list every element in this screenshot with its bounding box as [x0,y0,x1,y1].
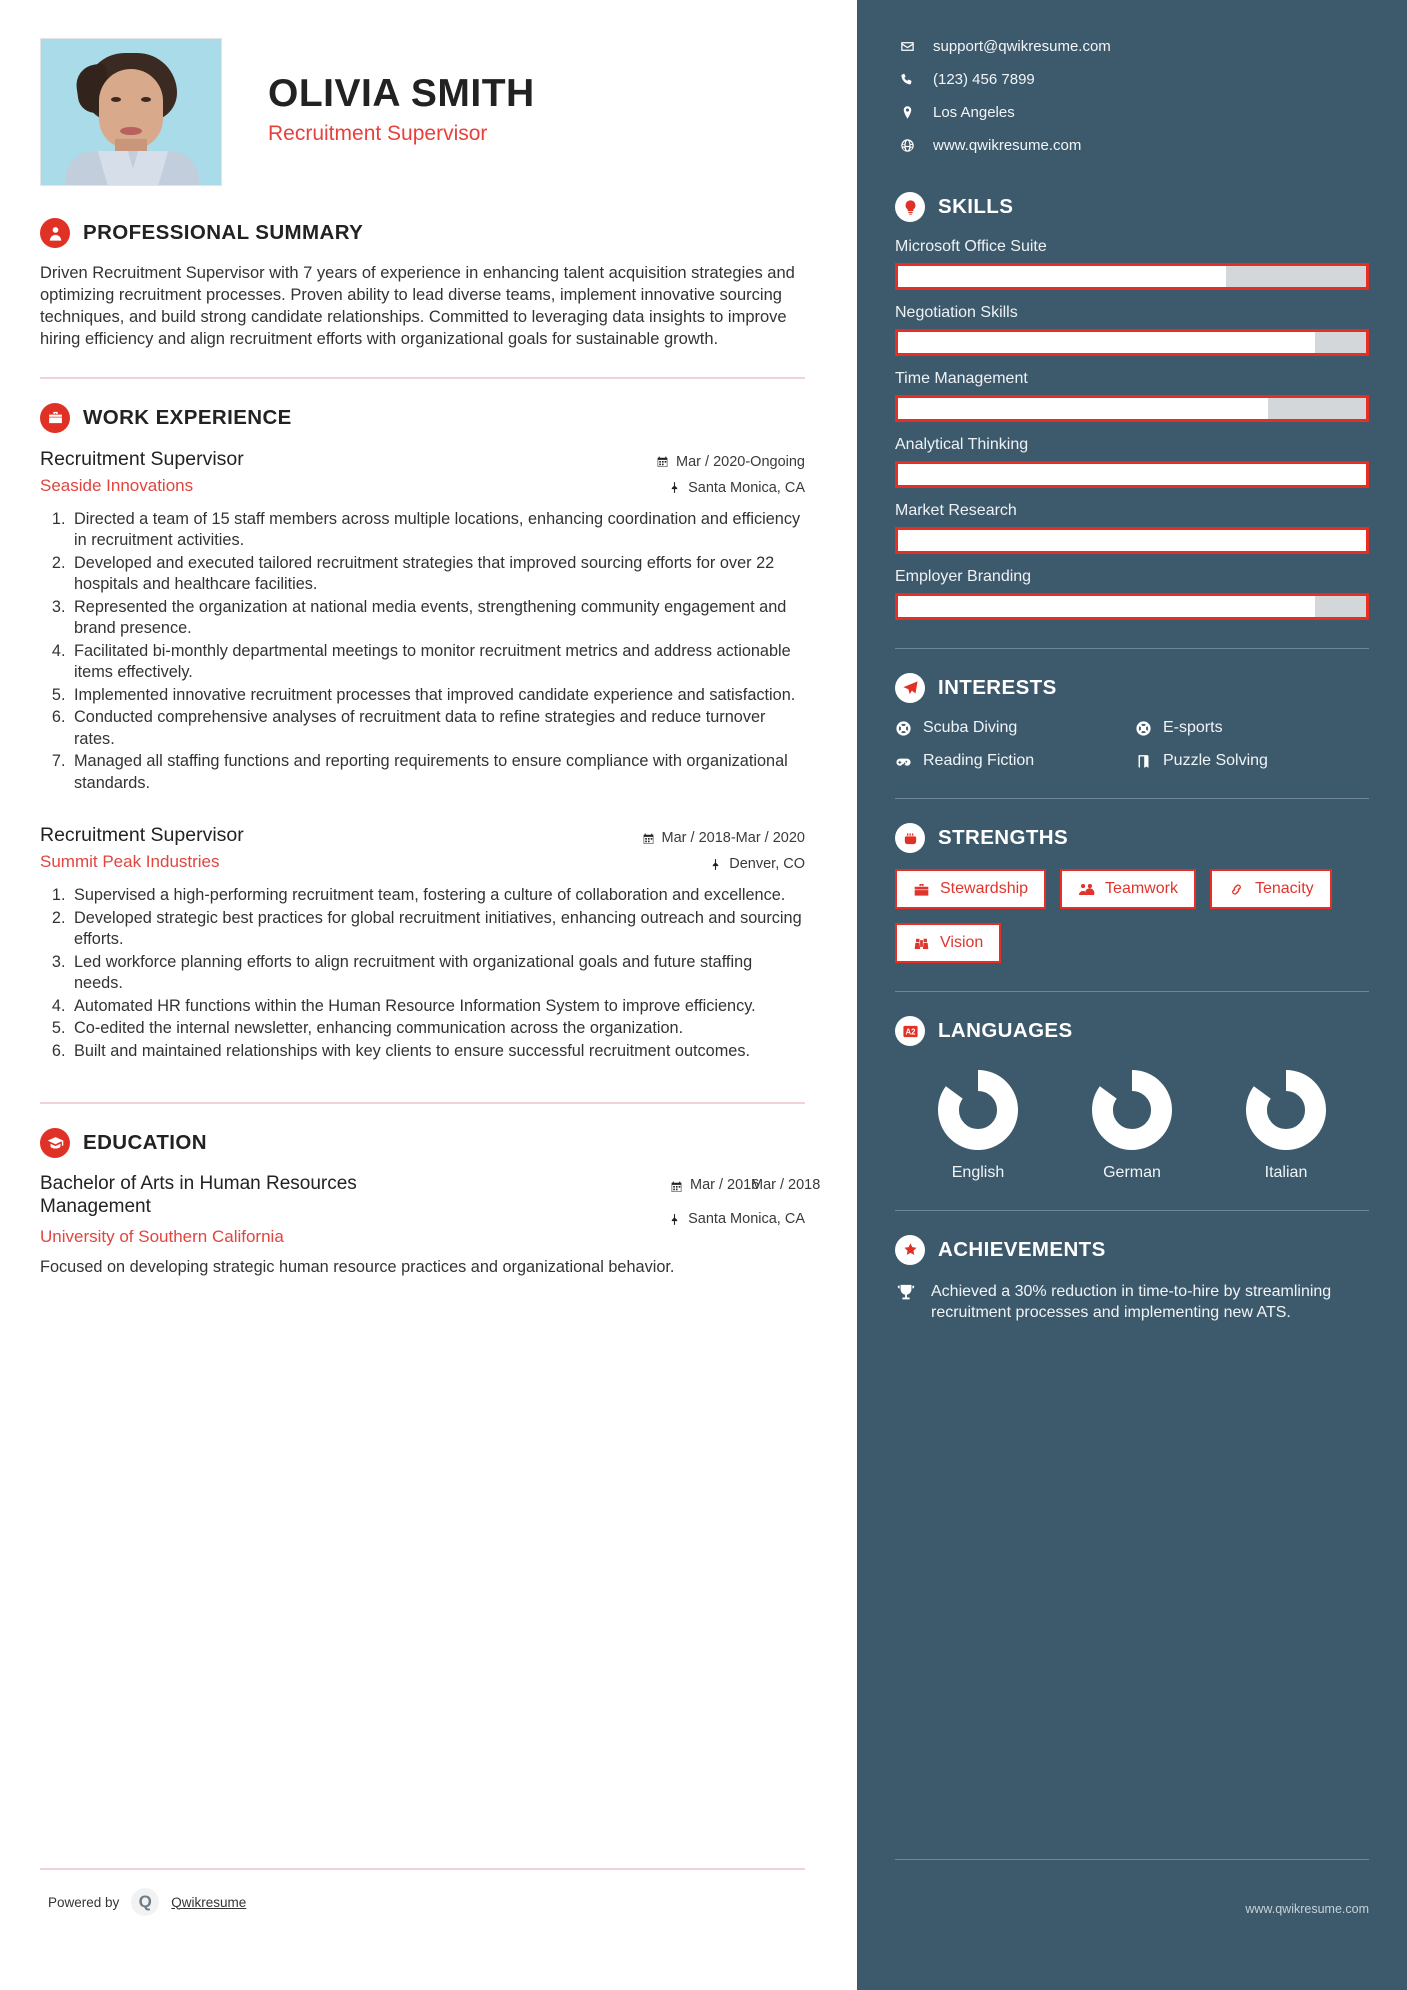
candidate-role: Recruitment Supervisor [268,122,488,145]
divider [895,1210,1369,1211]
achievement-text: Achieved a 30% reduction in time-to-hire by streamlining recruitment processes and implementing new ATS. [931,1283,1332,1322]
section-work-experience [40,403,805,1063]
achievement-item [895,1281,1369,1324]
section-professional-summary [40,218,805,351]
sidebar [857,0,1407,1990]
column-gutter [845,0,857,1990]
language-item [1092,1070,1172,1182]
language-donut-chart [938,1070,1018,1150]
strength-chip [895,869,1046,909]
section-interests [895,673,1369,770]
briefcase-icon [40,403,70,433]
list-item: 4. Facilitated bi-monthly departmental meetings to monitor recruitment metrics and address actionable items effectively. [70,641,805,684]
job-company: Seaside Innovations [40,475,194,495]
fist-icon [895,823,925,853]
interest-item [895,719,1129,737]
users-icon [1078,882,1095,897]
language-label: English [951,1164,1005,1181]
contact-block [895,38,1369,154]
skill-label: Time Management [895,370,1028,387]
skill-row [895,238,1369,290]
language-donut-chart [1092,1070,1172,1150]
interest-label: Puzzle Solving [1163,752,1268,769]
language-label: Italian [1264,1164,1308,1181]
divider [895,648,1369,649]
language-donut-chart [1246,1070,1326,1150]
interest-item [895,752,1129,770]
contact-value: www.qwikresume.com [933,137,1082,154]
footer [40,1868,805,1916]
pin-icon [709,858,722,871]
list-item: 4. Automated HR functions within the Human Resource Information System to improve efficiency. [70,996,805,1018]
list-item: 1. Directed a team of 15 staff members across multiple locations, enhancing coordination and efficiency in recruitment activities. [70,509,805,552]
language-item [1246,1070,1326,1182]
list-item: 6. Built and maintained relationships with key clients to ensure successful recruitment outcomes. [70,1041,805,1063]
skill-progress-bar [895,395,1369,422]
qwikresume-link[interactable]: Qwikresume [171,1894,247,1910]
calendar-icon [642,832,655,845]
job-dates: Mar / 2018-Mar / 2020 [661,830,805,847]
job-entry [40,824,805,1062]
language-item [938,1070,1018,1182]
skill-label: Negotiation Skills [895,304,1018,321]
skill-row [895,436,1369,488]
globe-icon [899,138,915,154]
section-title: EDUCATION [83,1131,207,1155]
paper-plane-icon [895,673,925,703]
interest-item [1135,752,1369,770]
list-item: 7. Managed all staffing functions and reporting requirements to ensure compliance with organizational standards. [70,751,805,794]
contact-value: support@qwikresume.com [933,38,1111,55]
pin-icon [668,1213,681,1226]
strength-chip [895,923,1001,963]
strength-label: Tenacity [1254,880,1314,897]
divider [895,991,1369,992]
list-item: 2. Developed strategic best practices for global recruitment initiatives, enhancing outreach and sourcing efforts. [70,908,805,951]
section-title: SKILLS [938,195,1014,218]
section-title: INTERESTS [938,676,1057,699]
section-title: PROFESSIONAL SUMMARY [83,221,364,244]
section-languages [895,1016,1369,1182]
education-location: Santa Monica, CA [688,1211,805,1228]
list-item: 3. Led workforce planning efforts to align recruitment with organizational goals and future staffing needs. [70,952,805,995]
education-description: Focused on developing strategic human resource practices and organizational behavior. [40,1257,675,1276]
divider [895,1859,1369,1860]
calendar-icon [656,455,669,468]
resume-header [40,38,805,186]
link-icon [1228,882,1245,897]
section-title: LANGUAGES [938,1019,1073,1042]
education-date-start: Mar / 2016 [690,1177,760,1194]
contact-item-location [895,104,1369,121]
strength-label: Stewardship [940,880,1029,897]
phone-icon [899,72,915,88]
list-item: 2. Developed and executed tailored recruitment strategies that improved sourcing efforts for over 22 hospitals and healthcare facilities. [70,553,805,596]
briefcase-icon [913,882,930,897]
job-bullets [70,509,805,795]
divider [40,1102,805,1104]
skill-row [895,304,1369,356]
trophy-icon [895,1281,917,1303]
life-ring-icon [1135,720,1152,737]
list-item: 1. Supervised a high-performing recruitment team, fostering a culture of collaboration and excellence. [70,885,805,907]
envelope-icon [899,39,915,55]
interest-label: E-sports [1163,719,1223,736]
skill-label: Analytical Thinking [895,436,1029,453]
award-star-icon [895,1235,925,1265]
divider [895,798,1369,799]
skill-label: Employer Branding [895,568,1032,585]
svg-text:A2: A2 [905,1026,915,1036]
list-item: 5. Co-edited the internal newsletter, enhancing communication across the organization. [70,1018,805,1040]
section-education [40,1128,821,1278]
skill-label: Market Research [895,502,1017,519]
pin-icon [899,105,915,121]
contact-item-email[interactable] [895,38,1369,55]
skill-row [895,370,1369,422]
job-title: Recruitment Supervisor [40,447,244,470]
education-date-end: Mar / 2018 [751,1177,821,1194]
contact-value: (123) 456 7899 [933,71,1035,88]
job-entry [40,448,805,795]
interest-label: Scuba Diving [923,719,1018,736]
candidate-name: OLIVIA SMITH [268,72,535,115]
divider [40,377,805,379]
skill-progress-bar [895,263,1369,290]
list-item: 6. Conducted comprehensive analyses of recruitment data to refine strategies and reduce turnover rates. [70,707,805,750]
section-title: ACHIEVEMENTS [938,1238,1106,1261]
skill-row [895,568,1369,620]
graduation-icon [40,1128,70,1158]
education-degree: Bachelor of Arts in Human Resources Management [40,1173,357,1218]
translate-icon [895,1016,925,1046]
section-title: WORK EXPERIENCE [83,405,292,429]
skill-label: Microsoft Office Suite [895,238,1047,255]
gamepad-icon [895,753,912,770]
lightbulb-icon [895,192,925,222]
skill-progress-bar [895,329,1369,356]
job-location: Santa Monica, CA [688,479,805,496]
section-title: STRENGTHS [938,826,1069,849]
powered-by-label: Powered by [48,1894,120,1910]
skill-progress-bar [895,461,1369,488]
job-location: Denver, CO [729,856,805,873]
qwikresume-logo-icon: Q [131,1888,159,1916]
strength-chip [1210,869,1332,909]
job-title: Recruitment Supervisor [40,824,244,847]
skill-row [895,502,1369,554]
strength-label: Teamwork [1105,880,1178,897]
interest-item [1135,719,1369,737]
section-skills [895,192,1369,620]
pin-icon [668,481,681,494]
language-label: German [1103,1164,1161,1181]
sidebar-footer-url: www.qwikresume.com [1245,1902,1369,1916]
avatar [40,38,222,186]
education-school: University of Southern California [40,1226,284,1246]
contact-item-website[interactable] [895,137,1369,154]
job-bullets [70,885,805,1062]
list-item: 3. Represented the organization at national media events, strengthening community engagement and brand presence. [70,597,805,640]
binoculars-icon [913,936,930,951]
life-ring-icon [895,720,912,737]
summary-text: Driven Recruitment Supervisor with 7 years of experience in enhancing talent acquisition strategies and optimizing recruitment processes. Proven ability to lead diverse teams, implement innovative sourcing techniques, and build strong candidate relationships. Committed to leveraging data insights to improve hiring efficiency and align recruitment efforts with organizational goals for sustainable growth. [40,264,795,348]
calendar-icon [670,1180,683,1193]
job-company: Summit Peak Industries [40,852,220,872]
interest-label: Reading Fiction [923,752,1035,769]
section-achievements [895,1235,1369,1324]
contact-value: Los Angeles [933,104,1015,121]
skill-progress-bar [895,527,1369,554]
book-icon [1135,753,1152,770]
user-icon [40,218,70,248]
strength-label: Vision [940,934,984,951]
skill-progress-bar [895,593,1369,620]
strength-chip [1060,869,1196,909]
section-strengths [895,823,1369,963]
list-item: 5. Implemented innovative recruitment processes that improved candidate experience and satisfaction. [70,685,805,707]
job-dates: Mar / 2020-Ongoing [676,453,805,470]
contact-item-phone[interactable] [895,71,1369,88]
